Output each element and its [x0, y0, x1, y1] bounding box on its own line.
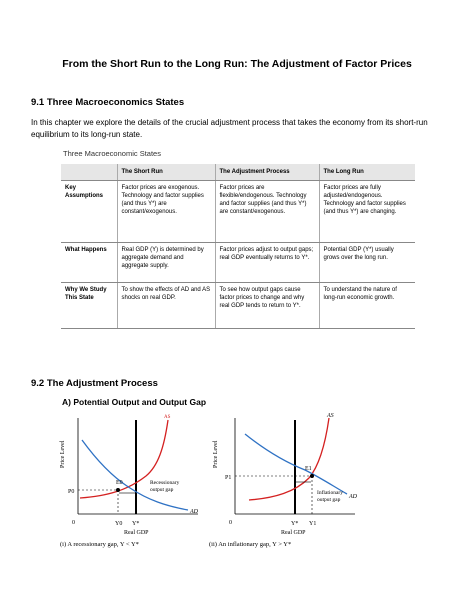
inflationary-gap-graph: [205, 410, 375, 560]
x-axis-label: Real GDP: [281, 530, 306, 536]
potential-output-label: Y*: [132, 521, 140, 527]
table-row: [61, 283, 415, 329]
section-heading-2: 9.2 The Adjustment Process: [31, 378, 158, 389]
graph-caption: (i) A recessionary gap, Y < Y*: [60, 541, 139, 548]
intro-paragraph: In this chapter we explore the details of the crucial adjustment process that takes the economy from its short-run equilibrium to its long-run state.: [31, 118, 428, 139]
equilibrium-point: [116, 488, 120, 492]
potential-output-label: Y*: [291, 521, 299, 527]
table-header-cell: The Long Run: [319, 164, 415, 181]
y-axis-label: Price Level: [60, 440, 66, 468]
table-caption: Three Macroeconomic States: [63, 149, 161, 158]
ad-label: AD: [349, 494, 357, 500]
as-label: AS: [327, 413, 334, 419]
output-label: Y1: [309, 521, 317, 527]
graph-caption: (ii) An inflationary gap, Y > Y*: [209, 541, 292, 548]
ad-label: AD: [190, 509, 198, 515]
page-title: From the Short Run to the Long Run: The Adjustment of Factor Prices: [62, 58, 412, 70]
table-cell: Potential GDP (Y*) usually grows over the long run.: [319, 243, 415, 283]
macro-states-table: [61, 164, 415, 329]
table-cell: Factor prices adjust to output gaps; real GDP eventually returns to Y*.: [215, 243, 319, 283]
as-label: AS: [164, 415, 171, 420]
row-label: What Happens: [61, 243, 117, 283]
gap-label: Recessionary output gap: [150, 480, 180, 493]
equilibrium-label: E0: [116, 480, 123, 486]
subsection-heading: A) Potential Output and Output Gap: [62, 397, 207, 407]
row-label: Key Assumptions: [61, 181, 117, 243]
price-label: P1: [225, 475, 232, 481]
equilibrium-label: E1: [305, 466, 312, 472]
recessionary-gap-graph: [58, 410, 208, 560]
gap-label: Inflationary output gap: [317, 490, 343, 503]
as-curve: [249, 418, 329, 500]
table-cell: Factor prices are fully adjusted/endogenous. Technology and factor supplies (and thus Y*) are changing.: [319, 181, 415, 243]
origin-label: 0: [72, 520, 75, 526]
table-row: [61, 243, 415, 283]
table-cell: To understand the nature of long-run economic growth.: [319, 283, 415, 329]
price-label: P0: [68, 489, 75, 495]
section-heading-1: 9.1 Three Macroeconomics States: [31, 97, 185, 108]
table-header-cell: The Short Run: [117, 164, 215, 181]
x-axis-label: Real GDP: [124, 530, 149, 536]
table-cell: To show the effects of AD and AS shocks on real GDP.: [117, 283, 215, 329]
table-row: [61, 181, 415, 243]
output-label: Y0: [115, 521, 123, 527]
table-cell: Real GDP (Y) is determined by aggregate demand and aggregate supply.: [117, 243, 215, 283]
row-label: Why We Study This State: [61, 283, 117, 329]
table-header-cell: The Adjustment Process: [215, 164, 319, 181]
equilibrium-point: [310, 474, 314, 478]
origin-label: 0: [229, 520, 232, 526]
table-cell: To see how output gaps cause factor prices to change and why real GDP tends to return to Y*.: [215, 283, 319, 329]
table-header-row: [61, 164, 415, 181]
table-header-cell: [61, 164, 117, 181]
y-axis-label: Price Level: [213, 440, 219, 468]
table-cell: Factor prices are exogenous. Technology and factor supplies (and thus Y*) are constant/exogenous.: [117, 181, 215, 243]
table-cell: Factor prices are flexible/endogenous. Technology and factor supplies (and thus Y*) are constant/exogenous.: [215, 181, 319, 243]
